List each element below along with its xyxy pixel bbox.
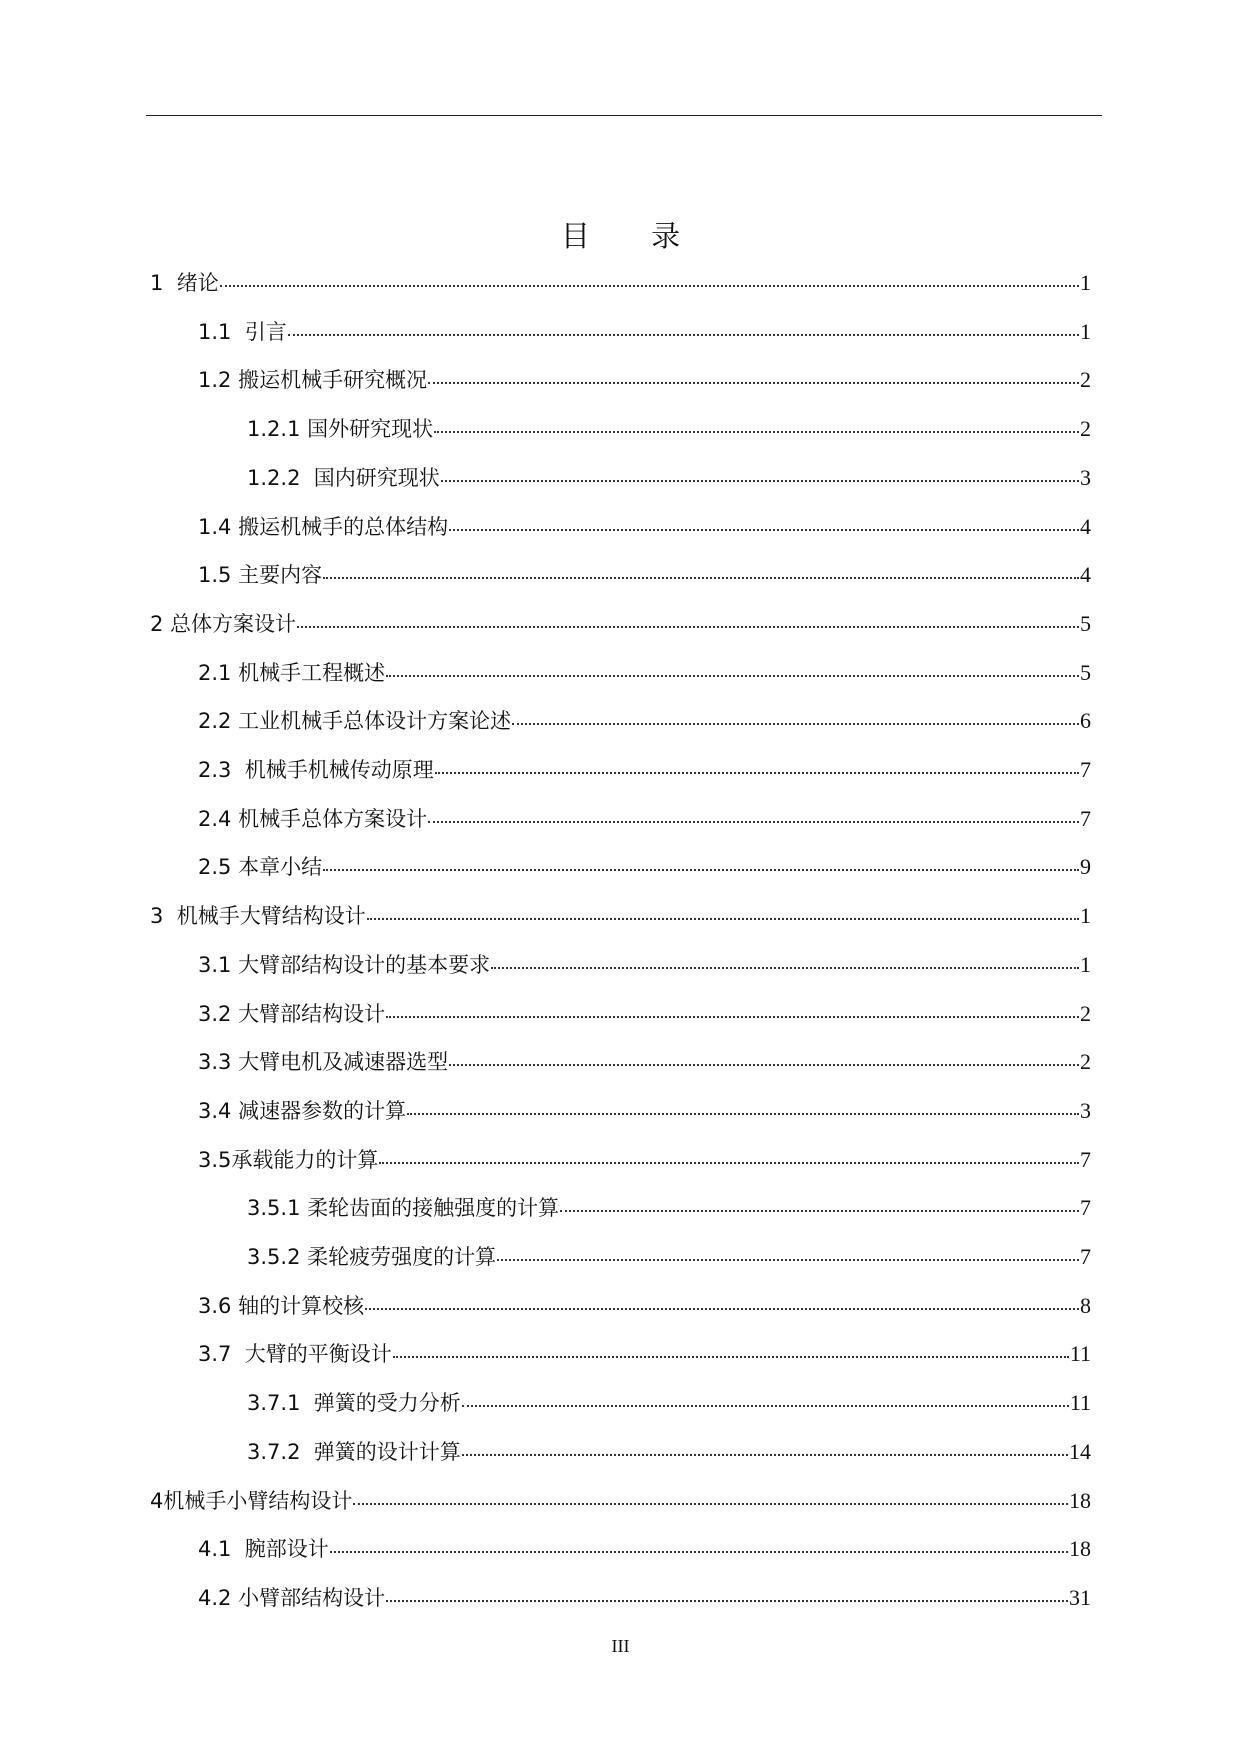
toc-entry-page: 2 [1080,1049,1091,1075]
toc-entry[interactable] [198,317,1091,347]
toc-entry[interactable] [150,901,1091,931]
toc-entry-label: 弹簧的设计计算 [313,1439,461,1464]
toc-entry-page: 31 [1069,1584,1091,1610]
toc-entry-number: 3.5.2 [247,1245,308,1269]
toc-dot-leader [386,675,1079,677]
toc-entry-label: 机械手机械传动原理 [244,758,434,782]
toc-dot-leader [379,1162,1079,1164]
toc-entry[interactable] [198,1047,1091,1077]
toc-entry-number: 4 [150,1488,164,1513]
toc-entry-number: 1.2 [198,368,239,393]
toc-entry-label: 腕部设计 [244,1537,329,1562]
toc-dot-leader [428,821,1079,823]
toc-entry-label: 轴的计算校核 [238,1293,365,1318]
toc-entry-page: 14 [1069,1438,1091,1464]
toc-entry-number: 4.2 [198,1585,239,1610]
toc-dot-leader [323,577,1079,579]
toc-dot-leader [288,334,1079,336]
toc-entry-page: 7 [1080,757,1091,782]
toc-entry-number: 2.2 [198,709,239,734]
toc-dot-leader [434,431,1079,433]
toc-entry-number: 3.6 [198,1293,239,1318]
toc-entry-label: 柔轮齿面的接触强度的计算 [307,1196,560,1221]
toc-entry-label: 主要内容 [238,563,323,588]
toc-dot-leader [365,1308,1079,1310]
toc-entry-number: 1.5 [198,563,239,588]
toc-entry-page: 18 [1069,1487,1091,1513]
toc-entry[interactable] [198,755,1091,785]
toc-dot-leader [220,285,1079,287]
toc-entry-number: 2.3 [198,758,245,782]
toc-entry-label: 搬运机械手研究概况 [238,368,428,393]
toc-entry-number: 1.1 [198,319,245,344]
toc-entry-number: 3.7.2 [247,1439,314,1464]
toc-dot-leader [497,1259,1079,1261]
toc-entry-page: 2 [1080,416,1091,442]
toc-entry[interactable] [150,1486,1091,1516]
toc-dot-leader [491,967,1079,969]
toc-entry-number: 3.7.1 [247,1391,314,1416]
toc-entry[interactable] [247,1437,1091,1467]
toc-entry[interactable] [198,1291,1091,1321]
toc-dot-leader [512,723,1079,725]
toc-entry-page: 9 [1080,854,1091,880]
toc-entry-number: 1.2.1 [247,417,308,442]
toc-entry[interactable] [198,1145,1091,1175]
toc-entry[interactable] [247,414,1091,444]
toc-entry[interactable] [247,1388,1091,1418]
toc-entry-number: 2 [150,611,171,636]
toc-entry-label: 机械手总体方案设计 [238,806,428,831]
toc-entry-label: 大臂部结构设计的基本要求 [238,952,491,977]
toc-dot-leader [449,1064,1079,1066]
toc-entry-label: 工业机械手总体设计方案论述 [238,709,512,734]
toc-entry[interactable] [198,1096,1091,1126]
toc-entry[interactable] [198,999,1091,1029]
toc-entry-page: 1 [1080,318,1091,344]
toc-entry[interactable] [198,512,1091,542]
toc-dot-leader [323,869,1079,871]
toc-entry-page: 1 [1080,270,1091,295]
toc-entry-page: 3 [1080,464,1091,490]
toc-entry-number: 1.2.2 [247,465,314,490]
toc-entry-page: 11 [1069,1390,1091,1416]
toc-entry-number: 3.3 [198,1050,239,1075]
header-rule [146,115,1102,116]
toc-entry-number: 1 [150,271,177,295]
toc-entry-number: 3.5.1 [247,1196,308,1221]
toc-entry[interactable] [198,852,1091,882]
toc-dot-leader [441,480,1079,482]
toc-entry[interactable] [247,463,1091,493]
toc-entry[interactable] [198,1339,1091,1369]
toc-dot-leader [428,382,1079,384]
toc-entry-label: 国内研究现状 [313,465,440,490]
toc-entry[interactable] [247,1242,1091,1272]
toc-entry-label: 绪论 [176,271,219,295]
toc-dot-leader [367,918,1079,920]
toc-entry-number: 2.5 [198,855,239,880]
toc-entry-page: 4 [1080,562,1091,588]
toc-dot-leader [386,1016,1079,1018]
toc-dot-leader [560,1210,1079,1212]
toc-entry-label: 小臂部结构设计 [238,1585,386,1610]
toc-entry-label: 总体方案设计 [170,611,297,636]
toc-entry[interactable] [198,1534,1091,1564]
toc-entry-page: 5 [1080,610,1091,636]
toc-entry-label: 机械手工程概述 [238,660,386,685]
toc-entry[interactable] [198,365,1091,395]
toc-entry-page: 2 [1080,1000,1091,1026]
toc-entry-label: 引言 [244,319,287,344]
toc-entry-number: 3 [150,904,177,929]
toc-entry-number: 3.2 [198,1001,239,1026]
toc-entry-label: 弹簧的受力分析 [313,1391,461,1416]
toc-entry-label: 本章小结 [238,855,323,880]
toc-entry[interactable] [150,268,1091,298]
toc-entry-page: 6 [1080,708,1091,734]
toc-entry-page: 7 [1080,805,1091,831]
toc-entry-page: 8 [1080,1292,1091,1318]
toc-dot-leader [407,1113,1079,1115]
toc-entry-label: 大臂电机及减速器选型 [238,1050,449,1075]
toc-entry-number: 2.1 [198,660,239,685]
toc-dot-leader [353,1503,1068,1505]
toc-dot-leader [386,1600,1068,1602]
toc-entry[interactable] [247,1193,1091,1223]
toc-entry-page: 2 [1080,367,1091,393]
toc-entry-label: 国外研究现状 [307,417,434,442]
toc-dot-leader [330,1551,1068,1553]
toc-entry[interactable] [198,1583,1091,1613]
toc-entry-page: 3 [1080,1097,1091,1123]
toc-entry-label: 大臂部结构设计 [238,1001,386,1026]
toc-dot-leader [449,529,1079,531]
toc-entry[interactable] [150,609,1091,639]
toc-entry-label: 机械手大臂结构设计 [176,904,366,929]
toc-entry[interactable] [198,658,1091,688]
toc-entry-number: 4.1 [198,1537,245,1562]
toc-entry-page: 1 [1080,903,1091,929]
toc-entry[interactable] [198,950,1091,980]
toc-entry-page: 7 [1080,1195,1091,1221]
toc-entry-number: 2.4 [198,806,239,831]
toc-entry-page: 1 [1080,951,1091,977]
toc-dot-leader [462,1405,1069,1407]
toc-title: 目 录 [560,219,707,253]
page-number: III [611,1636,630,1656]
toc-entry-number: 3.7 [198,1342,245,1367]
toc-entry-page: 5 [1080,659,1091,685]
toc-entry-page: 7 [1080,1244,1091,1269]
toc-dot-leader [297,626,1079,628]
toc-entry[interactable] [198,560,1091,590]
toc-entry-number: 3.5 [198,1147,232,1172]
toc-entry-label: 减速器参数的计算 [238,1098,407,1123]
toc-entry[interactable] [198,804,1091,834]
toc-entry-page: 7 [1080,1146,1091,1172]
toc-entry-label: 机械手小臂结构设计 [163,1488,353,1513]
toc-entry-label: 承载能力的计算 [231,1147,379,1172]
toc-entry-number: 3.4 [198,1098,239,1123]
toc-dot-leader [462,1454,1068,1456]
toc-entry-number: 3.1 [198,952,239,977]
toc-entry-label: 大臂的平衡设计 [244,1342,392,1367]
toc-dot-leader [393,1356,1069,1358]
toc-entry-page: 18 [1069,1536,1091,1562]
toc-entry[interactable] [198,706,1091,736]
toc-entry-number: 1.4 [198,514,239,539]
toc-dot-leader [435,772,1079,774]
toc-entry-label: 搬运机械手的总体结构 [238,514,449,539]
toc-entry-label: 柔轮疲劳强度的计算 [307,1245,497,1269]
toc-entry-page: 11 [1069,1341,1091,1367]
toc-entry-page: 4 [1080,513,1091,539]
